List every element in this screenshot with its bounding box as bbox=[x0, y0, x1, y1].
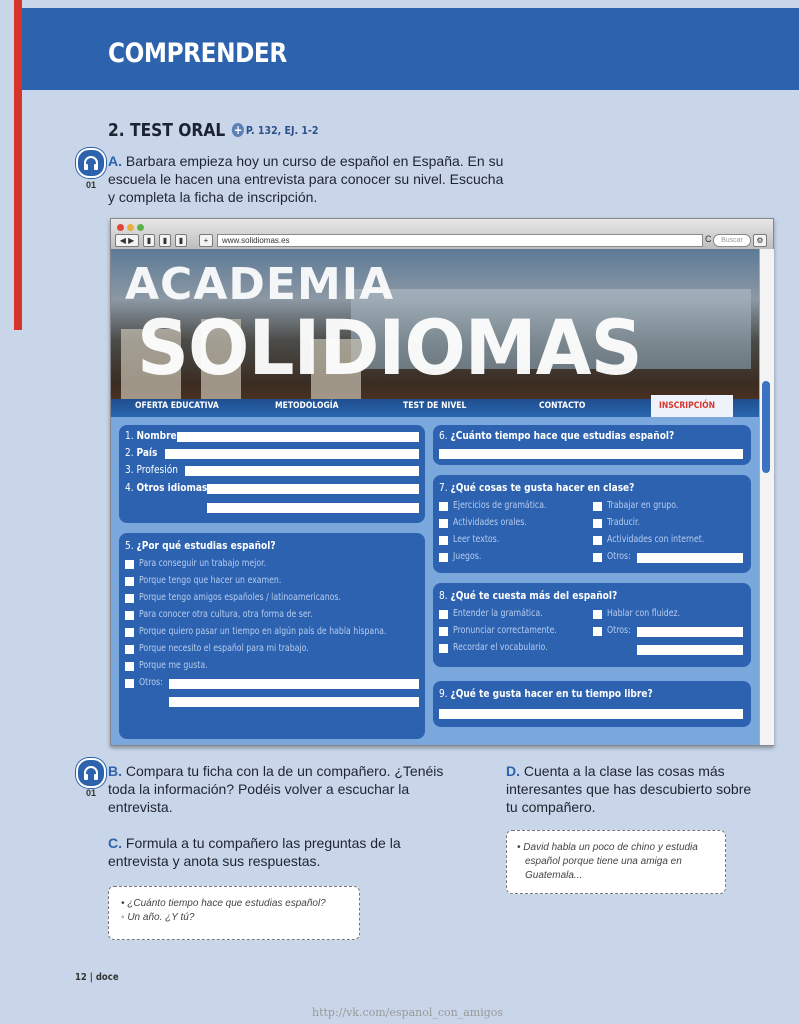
checkbox[interactable] bbox=[439, 502, 448, 511]
exercise-d-line2: interesantes que has descubierto sobre bbox=[506, 781, 752, 797]
q5-option: Para conseguir un trabajo mejor. bbox=[139, 558, 267, 569]
checkbox[interactable] bbox=[439, 519, 448, 528]
checkbox[interactable] bbox=[125, 594, 134, 603]
browser-search-field[interactable]: Buscar bbox=[713, 234, 751, 247]
exercise-d-letter: D. bbox=[506, 763, 520, 779]
close-window-icon[interactable] bbox=[117, 224, 124, 231]
exercise-d-text bbox=[506, 762, 751, 816]
country-field[interactable] bbox=[165, 449, 419, 459]
vertical-scrollbar[interactable] bbox=[759, 249, 774, 745]
q5-option: Porque quiero pasar un tiempo en algún país de habla hispana. bbox=[139, 626, 387, 637]
bubble-d-line3: Guatemala... bbox=[525, 870, 583, 881]
browser-toolbar bbox=[111, 219, 773, 249]
q9-label: 9. ¿Qué te gusta hacer en tu tiempo libre? bbox=[439, 687, 653, 700]
nav-test-de-nivel[interactable]: TEST DE NIVEL bbox=[403, 401, 467, 411]
free-time-field[interactable] bbox=[439, 709, 743, 719]
q5-option-other: Otros: bbox=[139, 677, 163, 688]
q7-option: Ejercicios de gramática. bbox=[453, 500, 547, 511]
q8-option-other: Otros: bbox=[607, 625, 631, 636]
checkbox[interactable] bbox=[593, 519, 602, 528]
why-other-field[interactable] bbox=[169, 679, 419, 689]
checkbox[interactable] bbox=[125, 628, 134, 637]
back-forward-icon[interactable]: ◀ ▶ bbox=[115, 234, 139, 247]
exercise-c-line1: Formula a tu compañero las preguntas de la bbox=[125, 835, 401, 851]
home-icon[interactable]: ▮ bbox=[143, 234, 155, 247]
q7-option: Actividades orales. bbox=[453, 517, 527, 528]
audio-track-number: 01 bbox=[86, 180, 97, 190]
q7-label: 7. ¿Qué cosas te gusta hacer en clase? bbox=[439, 481, 635, 494]
scrollbar-thumb[interactable] bbox=[762, 381, 770, 473]
checkbox[interactable] bbox=[125, 577, 134, 586]
exercise-b-text bbox=[108, 762, 443, 816]
q8-option: Entender la gramática. bbox=[453, 608, 543, 619]
q1-label: 1. Nombre bbox=[125, 429, 177, 442]
header-title: COMPRENDER bbox=[108, 38, 287, 69]
q5-label: 5. ¿Por qué estudias español? bbox=[125, 539, 276, 552]
bubble-c-line1: • ¿Cuánto tiempo hace que estudias español? bbox=[121, 898, 326, 909]
section-title bbox=[108, 120, 319, 141]
minimize-window-icon[interactable] bbox=[127, 224, 134, 231]
exercise-d-line1: Cuenta a la clase las cosas más bbox=[523, 763, 725, 779]
time-studying-panel bbox=[433, 425, 751, 465]
checkbox[interactable] bbox=[593, 502, 602, 511]
q5-option: Porque tengo que hacer un examen. bbox=[139, 575, 282, 586]
exercise-d-line3: tu compañero. bbox=[506, 799, 596, 815]
page-number: 12 | doce bbox=[75, 972, 119, 983]
checkbox[interactable] bbox=[125, 645, 134, 654]
other-languages-field[interactable] bbox=[207, 484, 419, 494]
inscription-form bbox=[111, 417, 759, 745]
checkbox[interactable] bbox=[439, 553, 448, 562]
maximize-window-icon[interactable] bbox=[137, 224, 144, 231]
red-edge-bar bbox=[14, 0, 22, 330]
address-bar[interactable]: www.solidiomas.es bbox=[217, 234, 703, 247]
q8-option: Hablar con fluidez. bbox=[607, 608, 681, 619]
checkbox[interactable] bbox=[593, 536, 602, 545]
difficulties-panel bbox=[433, 583, 751, 667]
nav-metodologia[interactable]: METODOLOGÍA bbox=[275, 401, 339, 411]
activities-other-field[interactable] bbox=[637, 553, 743, 563]
exercise-a-letter: A. bbox=[108, 153, 122, 169]
why-study-panel bbox=[119, 533, 425, 739]
checkbox[interactable] bbox=[125, 560, 134, 569]
difficulties-other-field-2[interactable] bbox=[637, 645, 743, 655]
audio-track-number: 01 bbox=[86, 788, 97, 798]
time-studying-field[interactable] bbox=[439, 449, 743, 459]
hero-title-line2: SOLIDIOMAS bbox=[137, 303, 642, 392]
checkbox[interactable] bbox=[439, 627, 448, 636]
q8-label: 8. ¿Qué te cuesta más del español? bbox=[439, 589, 618, 602]
history-icon[interactable]: ▮ bbox=[175, 234, 187, 247]
exercise-a-line2: escuela le hacen una entrevista para conocer su nivel. Escucha bbox=[108, 171, 504, 187]
nav-inscripcion[interactable]: INSCRIPCIÓN bbox=[659, 401, 716, 411]
q7-option: Trabajar en grupo. bbox=[607, 500, 679, 511]
q7-option: Leer textos. bbox=[453, 534, 500, 545]
exercise-c-letter: C. bbox=[108, 835, 122, 851]
exercise-b-line1: Compara tu ficha con la de un compañero. ¿Tenéis bbox=[125, 763, 444, 779]
q7-option: Actividades con internet. bbox=[607, 534, 705, 545]
checkbox[interactable] bbox=[125, 662, 134, 671]
hero-banner bbox=[111, 249, 759, 417]
exercise-b-letter: B. bbox=[108, 763, 122, 779]
speech-bubble-d bbox=[506, 830, 726, 894]
q8-option: Recordar el vocabulario. bbox=[453, 642, 548, 653]
exercise-c-text bbox=[108, 834, 401, 870]
bubble-c-line2: ◦ Un año. ¿Y tú? bbox=[121, 912, 195, 923]
q5-option: Porque tengo amigos españoles / latinoamericanos. bbox=[139, 592, 341, 603]
new-tab-icon[interactable]: + bbox=[199, 234, 213, 247]
nav-inscripcion-active[interactable] bbox=[651, 395, 733, 417]
why-other-field-2[interactable] bbox=[169, 697, 419, 707]
exercise-reference: P. 132, EJ. 1-2 bbox=[245, 124, 319, 137]
section-title-text: 2. TEST ORAL bbox=[108, 120, 226, 141]
q7-option: Juegos. bbox=[453, 551, 482, 562]
speech-bubble-c bbox=[108, 886, 360, 940]
watermark-text: http://vk.com/espanol_con_amigos bbox=[312, 1006, 504, 1019]
hero-title-line1: ACADEMIA bbox=[125, 259, 395, 310]
exercise-b-line3: entrevista. bbox=[108, 799, 173, 815]
exercise-b-line2: toda la información? Podéis volver a escuchar la bbox=[108, 781, 410, 797]
bookmarks-icon[interactable]: ▮ bbox=[159, 234, 171, 247]
q7-option: Traducir. bbox=[607, 517, 640, 528]
q4-label: 4. Otros idiomas bbox=[125, 481, 208, 494]
q5-option: Para conocer otra cultura, otra forma de ser. bbox=[139, 609, 313, 620]
plus-icon: + bbox=[233, 123, 243, 137]
checkbox[interactable] bbox=[125, 611, 134, 620]
profession-field[interactable] bbox=[185, 466, 419, 476]
checkbox[interactable] bbox=[439, 536, 448, 545]
checkbox[interactable] bbox=[593, 610, 602, 619]
free-time-panel bbox=[433, 681, 751, 727]
nav-contacto[interactable]: CONTACTO bbox=[539, 401, 586, 411]
checkbox[interactable] bbox=[125, 679, 134, 688]
difficulties-other-field[interactable] bbox=[637, 627, 743, 637]
bubble-d-line2: español porque tiene una amiga en bbox=[525, 856, 682, 867]
browser-window bbox=[110, 218, 774, 746]
nav-oferta-educativa[interactable]: OFERTA EDUCATIVA bbox=[135, 401, 219, 411]
reload-icon[interactable]: C bbox=[705, 234, 712, 244]
exercise-a-line1: Barbara empieza hoy un curso de español en España. En su bbox=[125, 153, 504, 169]
headphones-icon bbox=[76, 758, 106, 788]
personal-data-panel bbox=[119, 425, 425, 523]
q3-label: 3. Profesión bbox=[125, 463, 178, 476]
checkbox[interactable] bbox=[439, 644, 448, 653]
checkbox[interactable] bbox=[593, 553, 602, 562]
q6-label: 6. ¿Cuánto tiempo hace que estudias español? bbox=[439, 429, 675, 442]
q2-label: 2. País bbox=[125, 446, 158, 459]
other-languages-field-2[interactable] bbox=[207, 503, 419, 513]
exercise-a-line3: y completa la ficha de inscripción. bbox=[108, 189, 318, 205]
q8-option: Pronunciar correctamente. bbox=[453, 625, 557, 636]
checkbox[interactable] bbox=[439, 610, 448, 619]
name-field[interactable] bbox=[177, 432, 419, 442]
q5-option: Porque necesito el español para mi trabajo. bbox=[139, 643, 309, 654]
settings-gear-icon[interactable]: ⚙ bbox=[753, 234, 767, 247]
exercise-c-line2: entrevista y anota sus respuestas. bbox=[108, 853, 321, 869]
q5-option: Porque me gusta. bbox=[139, 660, 208, 671]
checkbox[interactable] bbox=[593, 627, 602, 636]
headphones-icon bbox=[76, 148, 106, 178]
exercise-a-text bbox=[108, 152, 503, 206]
class-activities-panel bbox=[433, 475, 751, 573]
bubble-d-line1: • David habla un poco de chino y estudia bbox=[517, 842, 698, 853]
q7-option-other: Otros: bbox=[607, 551, 631, 562]
